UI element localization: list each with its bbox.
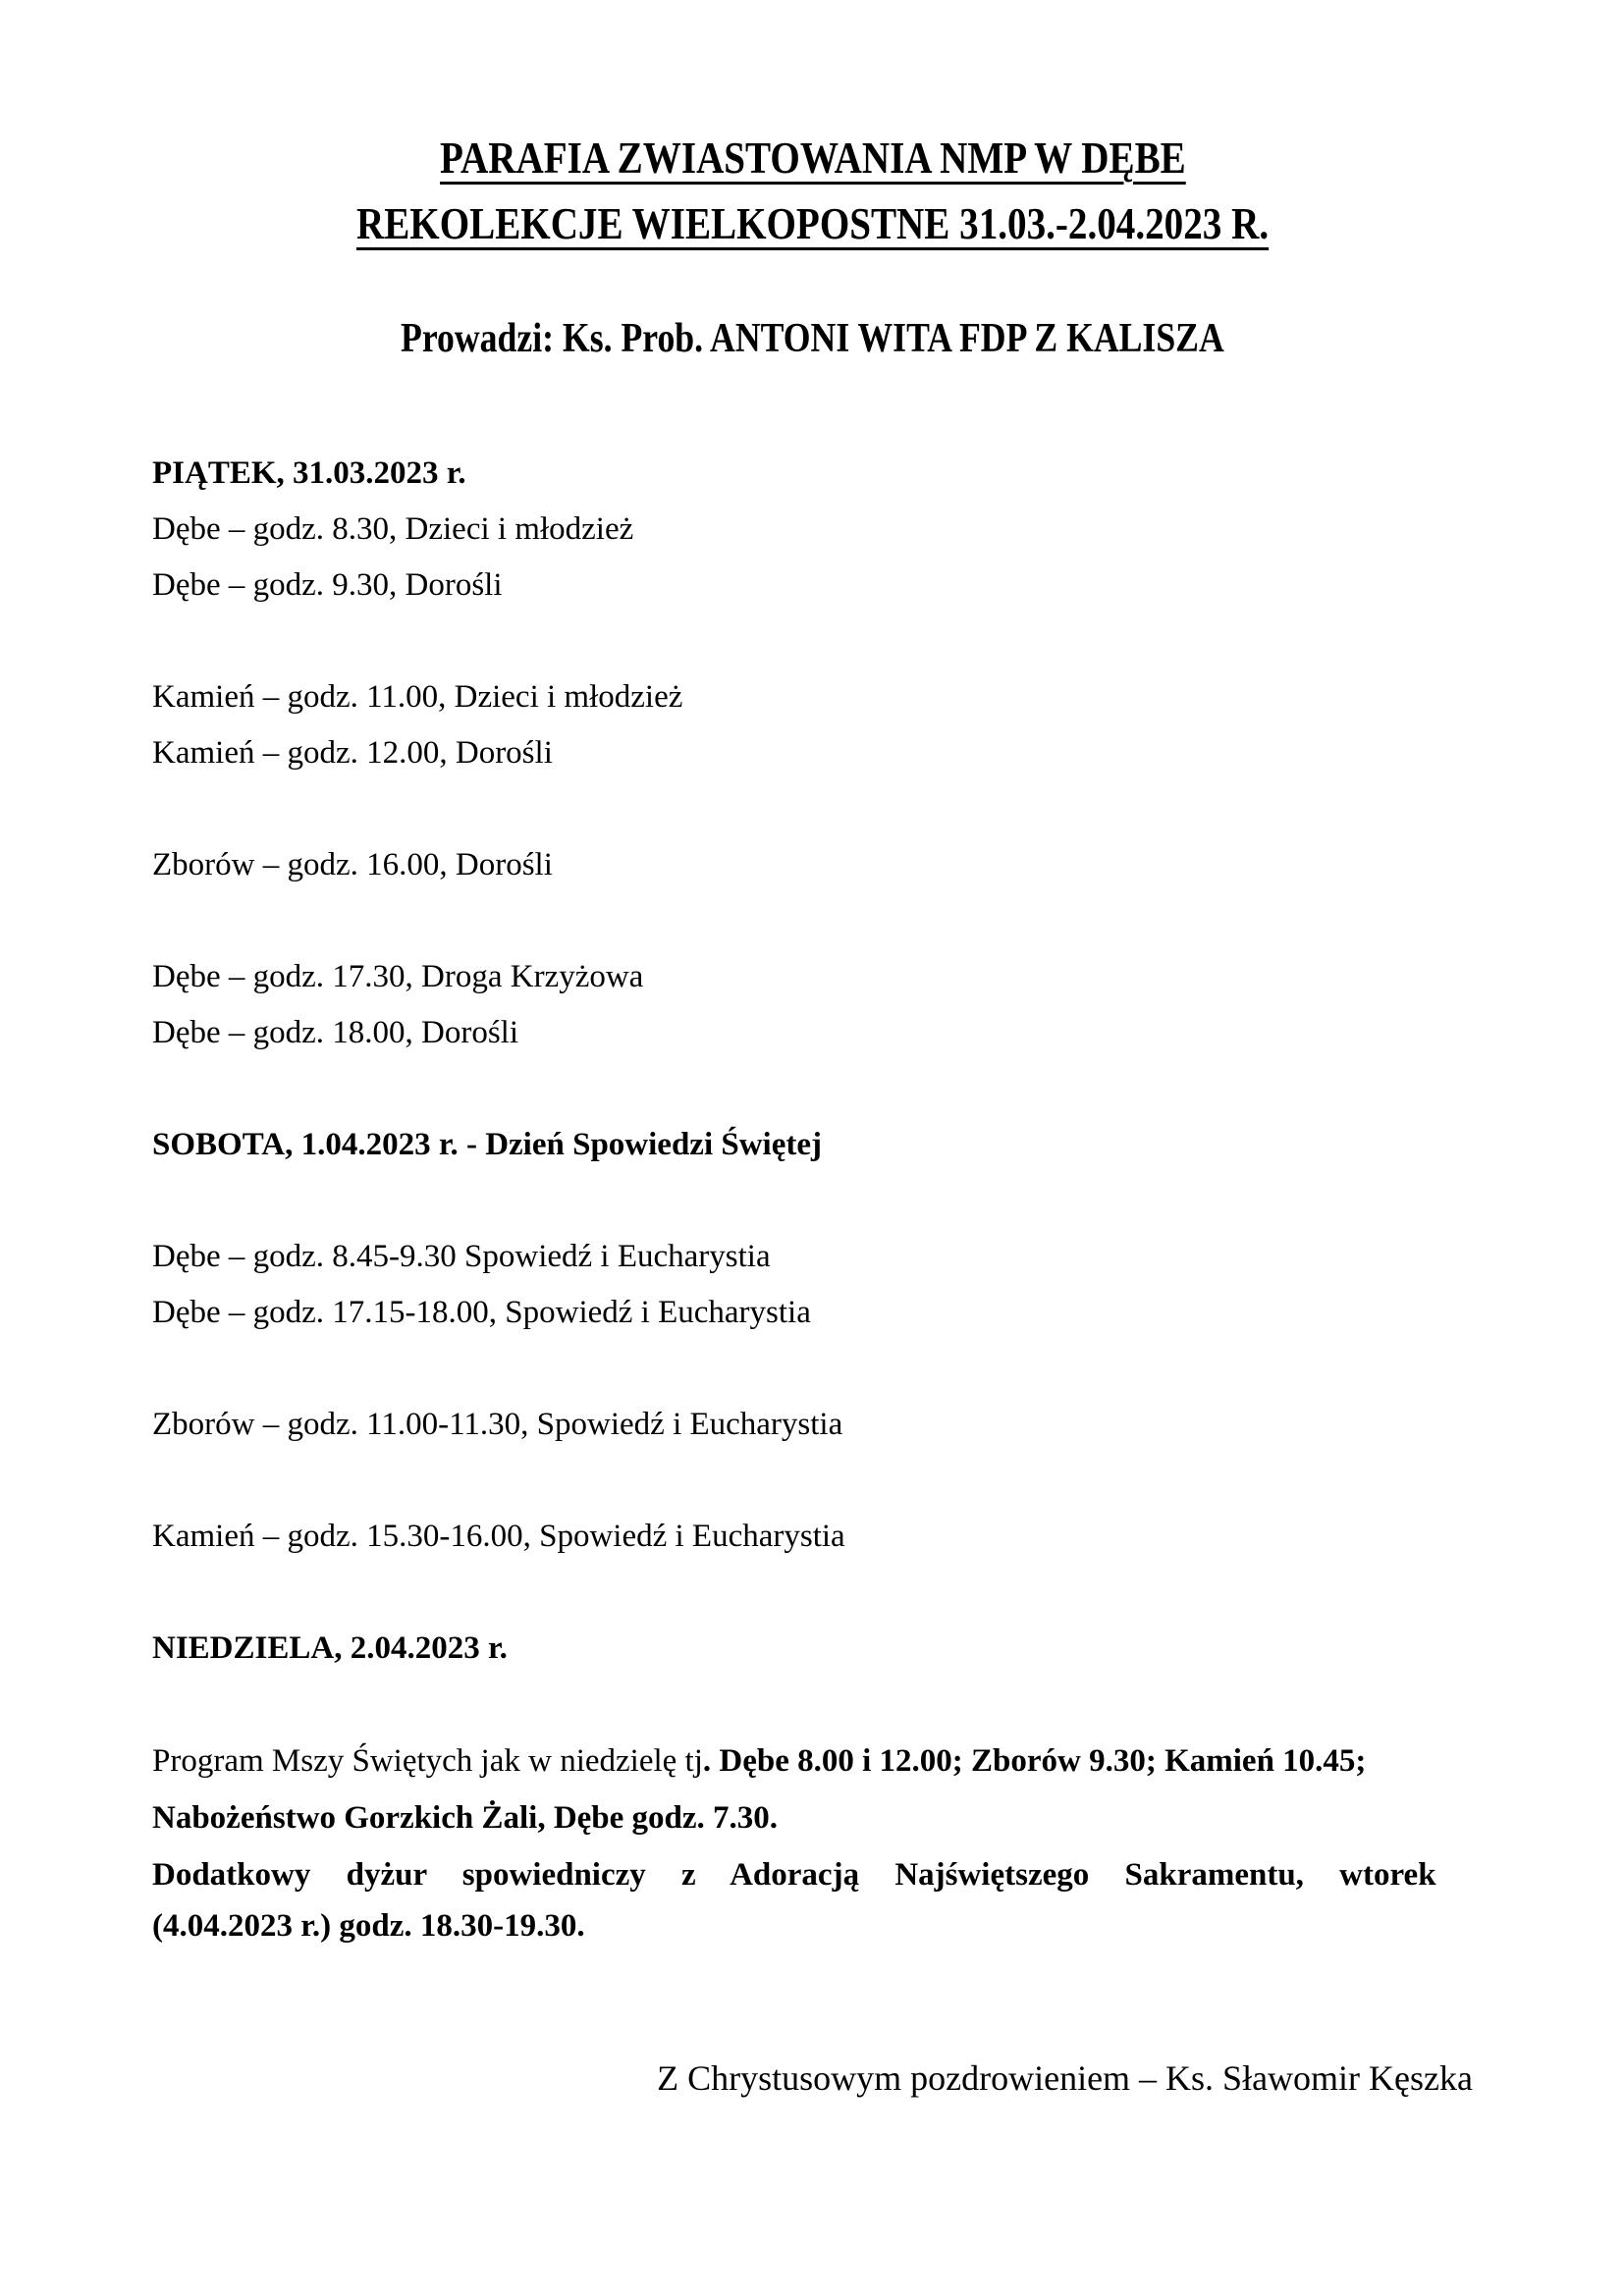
sunday-mass-program-line xyxy=(152,1733,1473,1789)
schedule-line: Dębe – godz. 17.15-18.00, Spowiedź i Eucharystia xyxy=(152,1295,811,1330)
schedule-line: Dębe – godz. 8.30, Dzieci i młodzież xyxy=(152,511,634,547)
leader-line xyxy=(152,308,1473,372)
document-title-line-2 xyxy=(152,193,1473,259)
section-heading-saturday: SOBOTA, 1.04.2023 r. - Dzień Spowiedzi Świętej xyxy=(152,1127,822,1162)
sunday-program-intro: Program Mszy Świętych jak w niedzielę tj xyxy=(152,1743,703,1779)
schedule-line: Kamień – godz. 11.00, Dzieci i młodzież xyxy=(152,679,683,715)
sunday-program-times: . Dębe 8.00 i 12.00; Zborów 9.30; Kamień 10.45; xyxy=(702,1743,1367,1779)
title-text-parish: PARAFIA ZWIASTOWANIA NMP W DĘBE xyxy=(439,133,1186,183)
leader-text: Prowadzi: Ks. Prob. ANTONI WITA FDP Z KALISZA xyxy=(401,316,1224,361)
schedule-line: Kamień – godz. 12.00, Dorośli xyxy=(152,735,553,771)
schedule-line: Zborów – godz. 16.00, Dorośli xyxy=(152,847,553,882)
section-heading-friday: PIĄTEK, 31.03.2023 r. xyxy=(152,455,466,491)
schedule-line: Dębe – godz. 18.00, Dorośli xyxy=(152,1015,519,1050)
title-text-retreat: REKOLEKCJE WIELKOPOSTNE 31.03.-2.04.2023 R. xyxy=(355,198,1270,248)
confession-duty-line-2: (4.04.2023 r.) godz. 18.30-19.30. xyxy=(152,1908,585,1944)
closing-signature: Z Chrystusowym pozdrowieniem – Ks. Sławomir Kęszka xyxy=(657,2058,1473,2098)
schedule-line: Kamień – godz. 15.30-16.00, Spowiedź i Eucharystia xyxy=(152,1519,845,1554)
section-heading-sunday: NIEDZIELA, 2.04.2023 r. xyxy=(152,1630,508,1666)
schedule-line: Dębe – godz. 8.45-9.30 Spowiedź i Eucharystia xyxy=(152,1239,771,1274)
schedule-line: Dębe – godz. 17.30, Droga Krzyżowa xyxy=(152,959,644,994)
schedule-line: Zborów – godz. 11.00-11.30, Spowiedź i Eucharystia xyxy=(152,1407,843,1442)
document-title-line-1 xyxy=(152,128,1473,193)
bitter-lamentations-line: Nabożeństwo Gorzkich Żali, Dębe godz. 7.30. xyxy=(152,1800,779,1836)
confession-duty-line-1: Dodatkowy dyżur spowiedniczy z Adoracją Najświętszego Sakramentu, wtorek xyxy=(152,1857,1436,1893)
schedule-line: Dębe – godz. 9.30, Dorośli xyxy=(152,567,503,603)
